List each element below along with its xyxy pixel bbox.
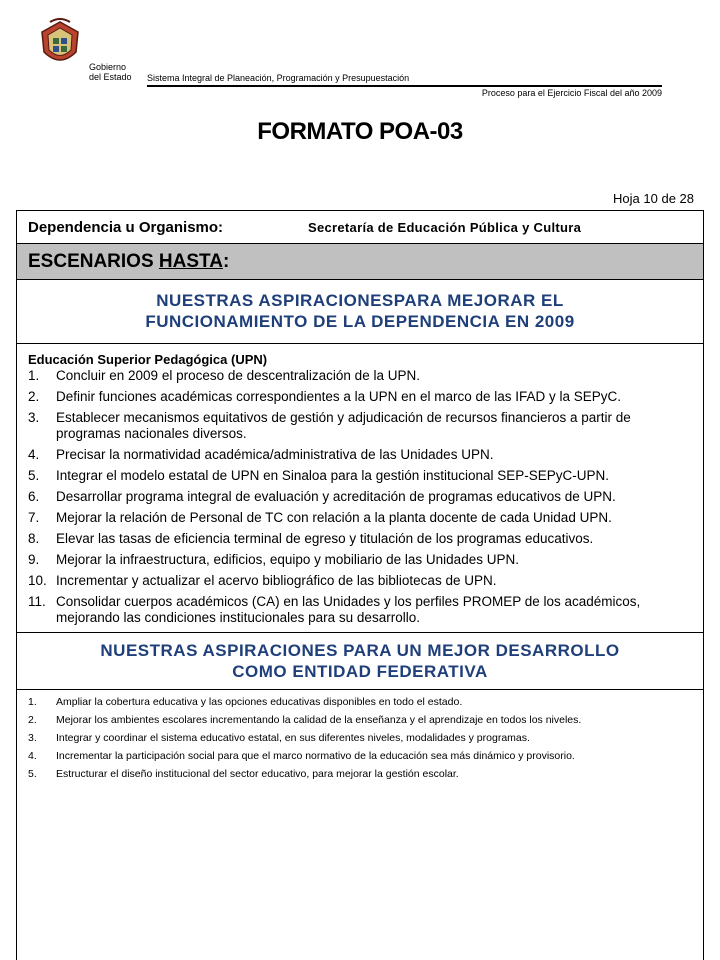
list-item [28,389,693,405]
item-number: 2. [28,389,40,404]
sheet-number: Hoja 10 de 28 [613,191,694,206]
government-label: Gobierno del Estado [89,62,132,82]
list-item [28,767,695,781]
system-name: Sistema Integral de Planeación, Programación y Presupuestación [147,73,410,83]
item-text: Definir funciones académicas correspondientes a la UPN en el marco de las IFAD y la SEPyC. [56,389,622,404]
list-item [28,695,695,709]
item-text: Consolidar cuerpos académicos (CA) en las Unidades y los perfiles PROMEP de los académicos, mejorando las condiciones institucionales para su desarrollo. [56,594,641,625]
item-text: Ampliar la cobertura educativa y las opciones educativas disponibles en todo el estado. [56,696,463,708]
process-label: Proceso para el Ejercicio Fiscal del año 2009 [481,88,662,98]
dependency-row [17,211,703,244]
section2-list [17,690,703,781]
item-number: 7. [28,510,40,525]
list-item [28,713,695,727]
section1-subheading: Educación Superior Pedagógica (UPN) [28,352,268,367]
item-text: Mejorar los ambientes escolares incrementando la calidad de la enseñanza y el aprendizaje en todos los niveles. [56,714,582,726]
list-item [28,489,693,505]
list-item [28,447,693,463]
item-text: Establecer mecanismos equitativos de gestión y adjudicación de recursos financieros a partir de programas nacionales diversos. [56,410,631,441]
item-number: 3. [28,732,37,744]
item-text: Mejorar la infraestructura, edificios, equipo y mobiliario de las Unidades UPN. [56,552,519,567]
scenarios-heading: ESCENARIOS HASTA : [17,244,703,280]
item-number: 5. [28,768,37,780]
item-number: 4. [28,750,37,762]
item-number: 3. [28,410,40,425]
dependency-label: Dependencia u Organismo: [28,218,224,236]
list-item [28,510,693,526]
list-item [28,552,693,568]
list-item [28,468,693,484]
list-item [28,573,693,589]
list-item [28,594,693,626]
list-item [28,531,693,547]
list-item [28,410,693,442]
item-text: Concluir en 2009 el proceso de descentralización de la UPN. [56,368,420,383]
state-coat-of-arms-icon [36,18,84,68]
item-text: Incrementar y actualizar el acervo bibliográfico de las bibliotecas de UPN. [56,573,497,588]
list-item [28,368,693,384]
item-number: 10. [28,573,47,588]
item-number: 1. [28,368,40,383]
document-header [0,0,720,110]
item-text: Integrar el modelo estatal de UPN en Sinaloa para la gestión institucional SEP-SEPyC-UPN. [56,468,610,483]
item-number: 9. [28,552,40,567]
item-number: 5. [28,468,40,483]
item-number: 1. [28,696,37,708]
list-item [28,731,695,745]
header-divider [147,85,662,87]
item-number: 11. [28,594,46,609]
item-text: Mejorar la relación de Personal de TC con relación a la planta docente de cada Unidad UPN. [56,510,612,525]
item-number: 4. [28,447,40,462]
item-text: Desarrollar programa integral de evaluación y acreditación de programas educativos de UPN. [56,489,616,504]
item-text: Estructurar el diseño institucional del sector educativo, para mejorar la gestión escolar. [56,768,459,780]
section2-heading: NUESTRAS ASPIRACIONES PARA UN MEJOR DESARROLLO COMO ENTIDAD FEDERATIVA [17,632,703,690]
item-number: 8. [28,531,40,546]
item-text: Integrar y coordinar el sistema educativo estatal, en sus diferentes niveles, modalidades y programas. [56,732,530,744]
section1-heading: NUESTRAS ASPIRACIONESPARA MEJORAR EL FUNCIONAMIENTO DE LA DEPENDENCIA EN 2009 [17,280,703,344]
dependency-value: Secretaría de Educación Pública y Cultura [308,219,582,235]
section1-list [17,366,703,626]
page-title: FORMATO POA-03 [257,118,463,145]
list-item [28,749,695,763]
item-text: Precisar la normatividad académica/administrativa de las Unidades UPN. [56,447,494,462]
item-number: 2. [28,714,37,726]
item-text: Incrementar la participación social para que el marco normativo de la educación sea más dinámico y provisorio. [56,750,575,762]
item-number: 6. [28,489,40,504]
item-text: Elevar las tasas de eficiencia terminal de egreso y titulación de los programas educativos. [56,531,594,546]
form-box [16,210,704,960]
